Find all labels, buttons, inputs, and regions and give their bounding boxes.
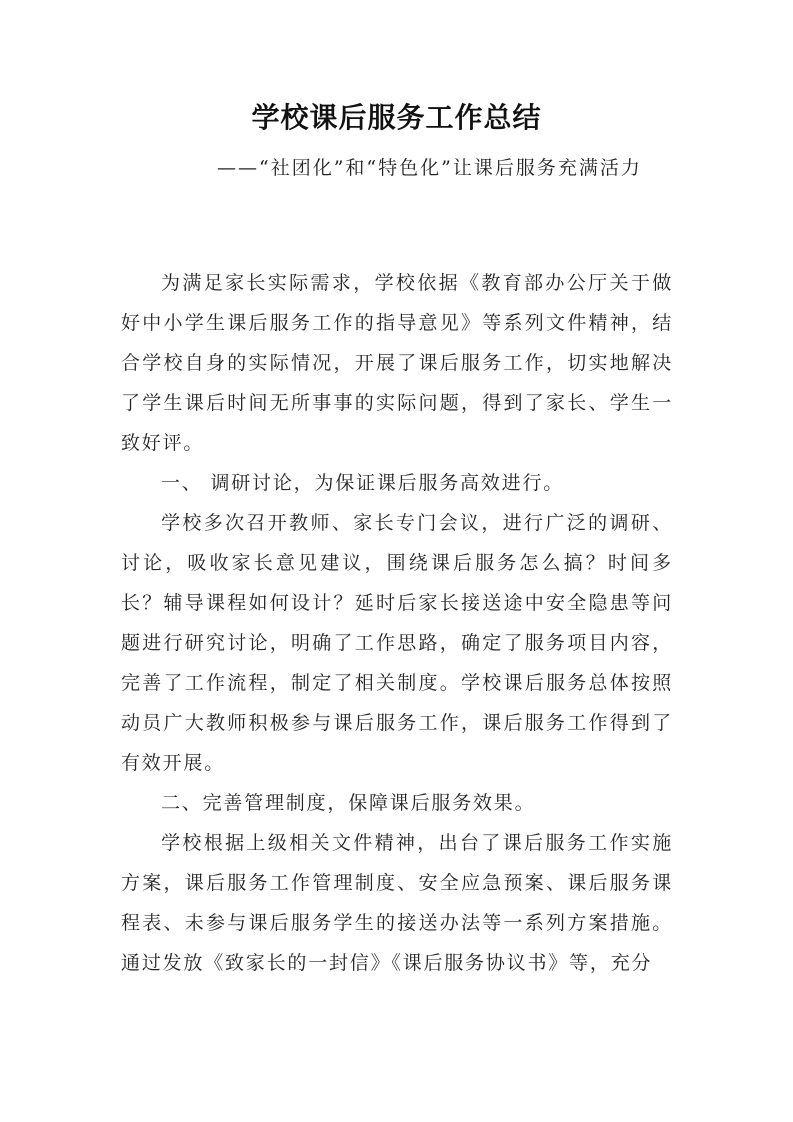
document-subtitle: ——“社团化”和“特色化”让课后服务充满活力: [217, 157, 642, 179]
section-heading-2: 二、完善管理制度，保障课后服务效果。: [161, 792, 536, 814]
paragraph-intro: 为满足家长实际需求，学校依据《教育部办公厅关于做好中小学生课后服务工作的指导意见》等系列文件精神，结合学校自身的实际情况，开展了课后服务工作，切实地解决了学生课后时间无所事事的实际问题，得到了家长、学生一致好评。: [121, 272, 673, 454]
document-body: [121, 263, 673, 983]
document-title: 学校课后服务工作总结: [251, 101, 542, 134]
paragraph-section-2: 学校根据上级相关文件精神，出台了课后服务工作实施方案，课后服务工作管理制度、安全应急预案、课后服务课程表、未参与课后服务学生的接送办法等一系列方案措施。通过发放《致家长的一封信》《课后服务协议书》等，充分: [121, 832, 673, 974]
section-heading-1: 一、 调研讨论，为保证课后服务高效进行。: [161, 472, 565, 494]
paragraph-section-1: 学校多次召开教师、家长专门会议，进行广泛的调研、讨论，吸收家长意见建议，围绕课后服务怎么搞？时间多长？辅导课程如何设计？延时后家长接送途中安全隐患等问题进行研究讨论，明确了工作思路，确定了服务项目内容，完善了工作流程，制定了相关制度。学校课后服务总体按照动员广大教师积极参与课后服务工作，课后服务工作得到了有效开展。: [121, 512, 673, 774]
